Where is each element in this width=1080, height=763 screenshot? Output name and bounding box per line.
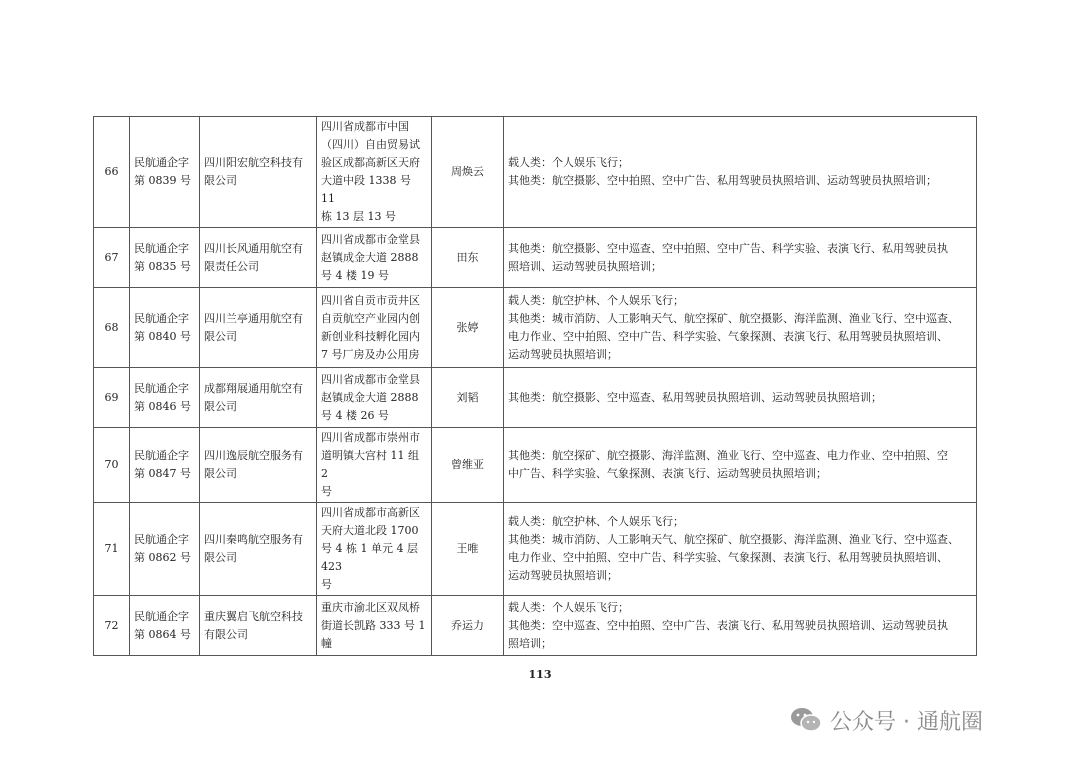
address-line: 验区成都高新区天府 — [321, 156, 420, 169]
row-number-cell: 72 — [94, 596, 130, 656]
company-name-cell — [200, 228, 317, 288]
legal-representative-cell: 王唯 — [432, 503, 504, 596]
business-scope-cell — [504, 117, 977, 228]
address-line: 重庆市渝北区双凤桥 — [321, 600, 420, 614]
license-line: 第 0864 号 — [134, 627, 191, 641]
company-line: 四川长风通用航空有 — [204, 241, 303, 255]
company-line: 四川逸辰航空服务有 — [204, 449, 303, 462]
scope-line: 其他类：航空摄影、空中巡查、空中拍照、空中广告、科学实验、表演飞行、私用驾驶员执 — [508, 241, 948, 255]
row-number-cell: 70 — [94, 428, 130, 503]
business-scope-cell — [504, 368, 977, 428]
watermark — [790, 700, 983, 740]
scope-line: 中广告、科学实验、气象探测、表演飞行、运动驾驶员执照培训； — [508, 467, 827, 480]
scope-line: 其他类：航空探矿、航空摄影、海洋监测、渔业飞行、空中巡查、电力作业、空中拍照、空 — [508, 449, 948, 462]
license-table-body — [94, 117, 977, 656]
address-line: （四川）自由贸易试 — [321, 138, 420, 151]
company-line: 有限公司 — [204, 627, 248, 641]
address-cell — [317, 428, 432, 503]
address-line: 号 4 楼 19 号 — [321, 268, 389, 282]
legal-representative-cell: 田东 — [432, 228, 504, 288]
company-name-cell — [200, 428, 317, 503]
company-line: 四川阳宏航空科技有 — [204, 156, 303, 169]
address-line: 自贡航空产业园内创 — [321, 311, 420, 325]
scope-line: 载人类：航空护林、个人娱乐飞行； — [508, 515, 684, 528]
company-line: 限公司 — [204, 467, 237, 480]
address-line: 四川省成都市金堂县 — [321, 372, 420, 386]
row-number-cell: 71 — [94, 503, 130, 596]
address-line: 天府大道北段 1700 — [321, 524, 419, 537]
license-line: 民航通企字 — [134, 381, 189, 395]
address-line: 7 号厂房及办公用房 — [321, 347, 420, 361]
license-number-cell — [130, 117, 200, 228]
license-line: 第 0846 号 — [134, 399, 191, 413]
business-scope-cell — [504, 288, 977, 368]
company-name-cell — [200, 368, 317, 428]
table-row — [94, 117, 977, 228]
license-number-cell — [130, 368, 200, 428]
company-name-cell — [200, 117, 317, 228]
license-table — [93, 116, 977, 656]
company-name-cell — [200, 596, 317, 656]
company-name-cell — [200, 288, 317, 368]
license-line: 民航通企字 — [134, 449, 189, 462]
scope-line: 电力作业、空中拍照、空中广告、科学实验、气象探测、表演飞行、私用驾驶员执照培训、 — [508, 329, 948, 343]
legal-representative-cell: 张婷 — [432, 288, 504, 368]
business-scope-cell — [504, 503, 977, 596]
license-line: 第 0835 号 — [134, 259, 191, 273]
address-cell — [317, 596, 432, 656]
company-line: 重庆翼启飞航空科技 — [204, 609, 303, 623]
scope-line: 其他类：航空摄影、空中巡查、私用驾驶员执照培训、运动驾驶员执照培训； — [508, 390, 882, 404]
scope-line: 电力作业、空中拍照、空中广告、科学实验、气象探测、表演飞行、私用驾驶员执照培训、 — [508, 551, 948, 564]
license-line: 第 0847 号 — [134, 467, 191, 480]
legal-representative-cell: 周焕云 — [432, 117, 504, 228]
company-line: 四川秦鸣航空服务有 — [204, 533, 303, 546]
address-line: 栋 13 层 13 号 — [321, 210, 396, 223]
scope-line: 载人类：个人娱乐飞行； — [508, 600, 629, 614]
scope-line: 载人类：航空护林、个人娱乐飞行； — [508, 293, 684, 307]
table-row — [94, 503, 977, 596]
address-line: 号 4 楼 26 号 — [321, 408, 389, 422]
license-number-cell — [130, 596, 200, 656]
table-row — [94, 228, 977, 288]
license-number-cell — [130, 288, 200, 368]
scope-line: 载人类：个人娱乐飞行； — [508, 156, 629, 169]
scope-line: 其他类：城市消防、人工影响天气、航空探矿、航空摄影、海洋监测、渔业飞行、空中巡查、 — [508, 533, 959, 546]
address-line: 四川省自贡市贡井区 — [321, 293, 420, 307]
row-number-cell: 67 — [94, 228, 130, 288]
row-number-cell: 68 — [94, 288, 130, 368]
address-line: 四川省成都市崇州市 — [321, 431, 420, 444]
address-line: 街道长凯路 333 号 1 — [321, 618, 426, 632]
license-line: 民航通企字 — [134, 311, 189, 325]
company-line: 成都翔展通用航空有 — [204, 381, 303, 395]
address-line: 号 — [321, 485, 332, 498]
address-line: 号 — [321, 578, 332, 591]
row-number-cell: 69 — [94, 368, 130, 428]
address-cell — [317, 117, 432, 228]
legal-representative-cell: 乔运力 — [432, 596, 504, 656]
address-line: 四川省成都市中国 — [321, 120, 409, 133]
company-line: 限公司 — [204, 399, 237, 413]
scope-line: 照培训、运动驾驶员执照培训； — [508, 259, 662, 273]
scope-line: 运动驾驶员执照培训； — [508, 347, 618, 361]
table-row — [94, 288, 977, 368]
address-line: 四川省成都市高新区 — [321, 506, 420, 519]
address-line: 道明镇大宫村 11 组 2 — [321, 449, 419, 480]
watermark-text: 公众号 · 通航圈 — [830, 709, 983, 735]
license-line: 民航通企字 — [134, 533, 189, 546]
scope-line: 运动驾驶员执照培训； — [508, 569, 618, 582]
company-line: 四川兰亭通用航空有 — [204, 311, 303, 325]
company-line: 限公司 — [204, 174, 237, 187]
legal-representative-cell: 刘韬 — [432, 368, 504, 428]
table-row — [94, 596, 977, 656]
address-cell — [317, 503, 432, 596]
company-line: 限责任公司 — [204, 259, 259, 273]
legal-representative-cell: 曾维亚 — [432, 428, 504, 503]
company-line: 限公司 — [204, 329, 237, 343]
address-line: 新创业科技孵化园内 — [321, 329, 420, 343]
license-number-cell — [130, 228, 200, 288]
license-number-cell — [130, 428, 200, 503]
table-row — [94, 428, 977, 503]
address-cell — [317, 228, 432, 288]
address-line: 号 4 栋 1 单元 4 层 423 — [321, 542, 418, 573]
row-number-cell: 66 — [94, 117, 130, 228]
address-line: 赵镇成金大道 2888 — [321, 250, 419, 264]
scope-line: 其他类：空中巡查、空中拍照、空中广告、表演飞行、私用驾驶员执照培训、运动驾驶员执 — [508, 618, 948, 632]
license-line: 第 0839 号 — [134, 174, 191, 187]
address-line: 幢 — [321, 636, 332, 650]
scope-line: 其他类：航空摄影、空中拍照、空中广告、私用驾驶员执照培训、运动驾驶员执照培训； — [508, 174, 937, 187]
address-cell — [317, 288, 432, 368]
wechat-icon — [790, 706, 822, 734]
business-scope-cell — [504, 596, 977, 656]
business-scope-cell — [504, 228, 977, 288]
scope-line: 照培训； — [508, 636, 552, 650]
license-line: 第 0840 号 — [134, 329, 191, 343]
address-line: 赵镇成金大道 2888 — [321, 390, 419, 404]
scope-line: 其他类：城市消防、人工影响天气、航空探矿、航空摄影、海洋监测、渔业飞行、空中巡查、 — [508, 311, 959, 325]
address-line: 四川省成都市金堂县 — [321, 232, 420, 246]
license-line: 民航通企字 — [134, 156, 189, 169]
company-line: 限公司 — [204, 551, 237, 564]
license-number-cell — [130, 503, 200, 596]
license-line: 民航通企字 — [134, 241, 189, 255]
table-row — [94, 368, 977, 428]
business-scope-cell — [504, 428, 977, 503]
page-number: 113 — [528, 668, 552, 681]
address-line: 大道中段 1338 号 11 — [321, 174, 411, 205]
license-line: 民航通企字 — [134, 609, 189, 623]
address-cell — [317, 368, 432, 428]
license-line: 第 0862 号 — [134, 551, 191, 564]
company-name-cell — [200, 503, 317, 596]
